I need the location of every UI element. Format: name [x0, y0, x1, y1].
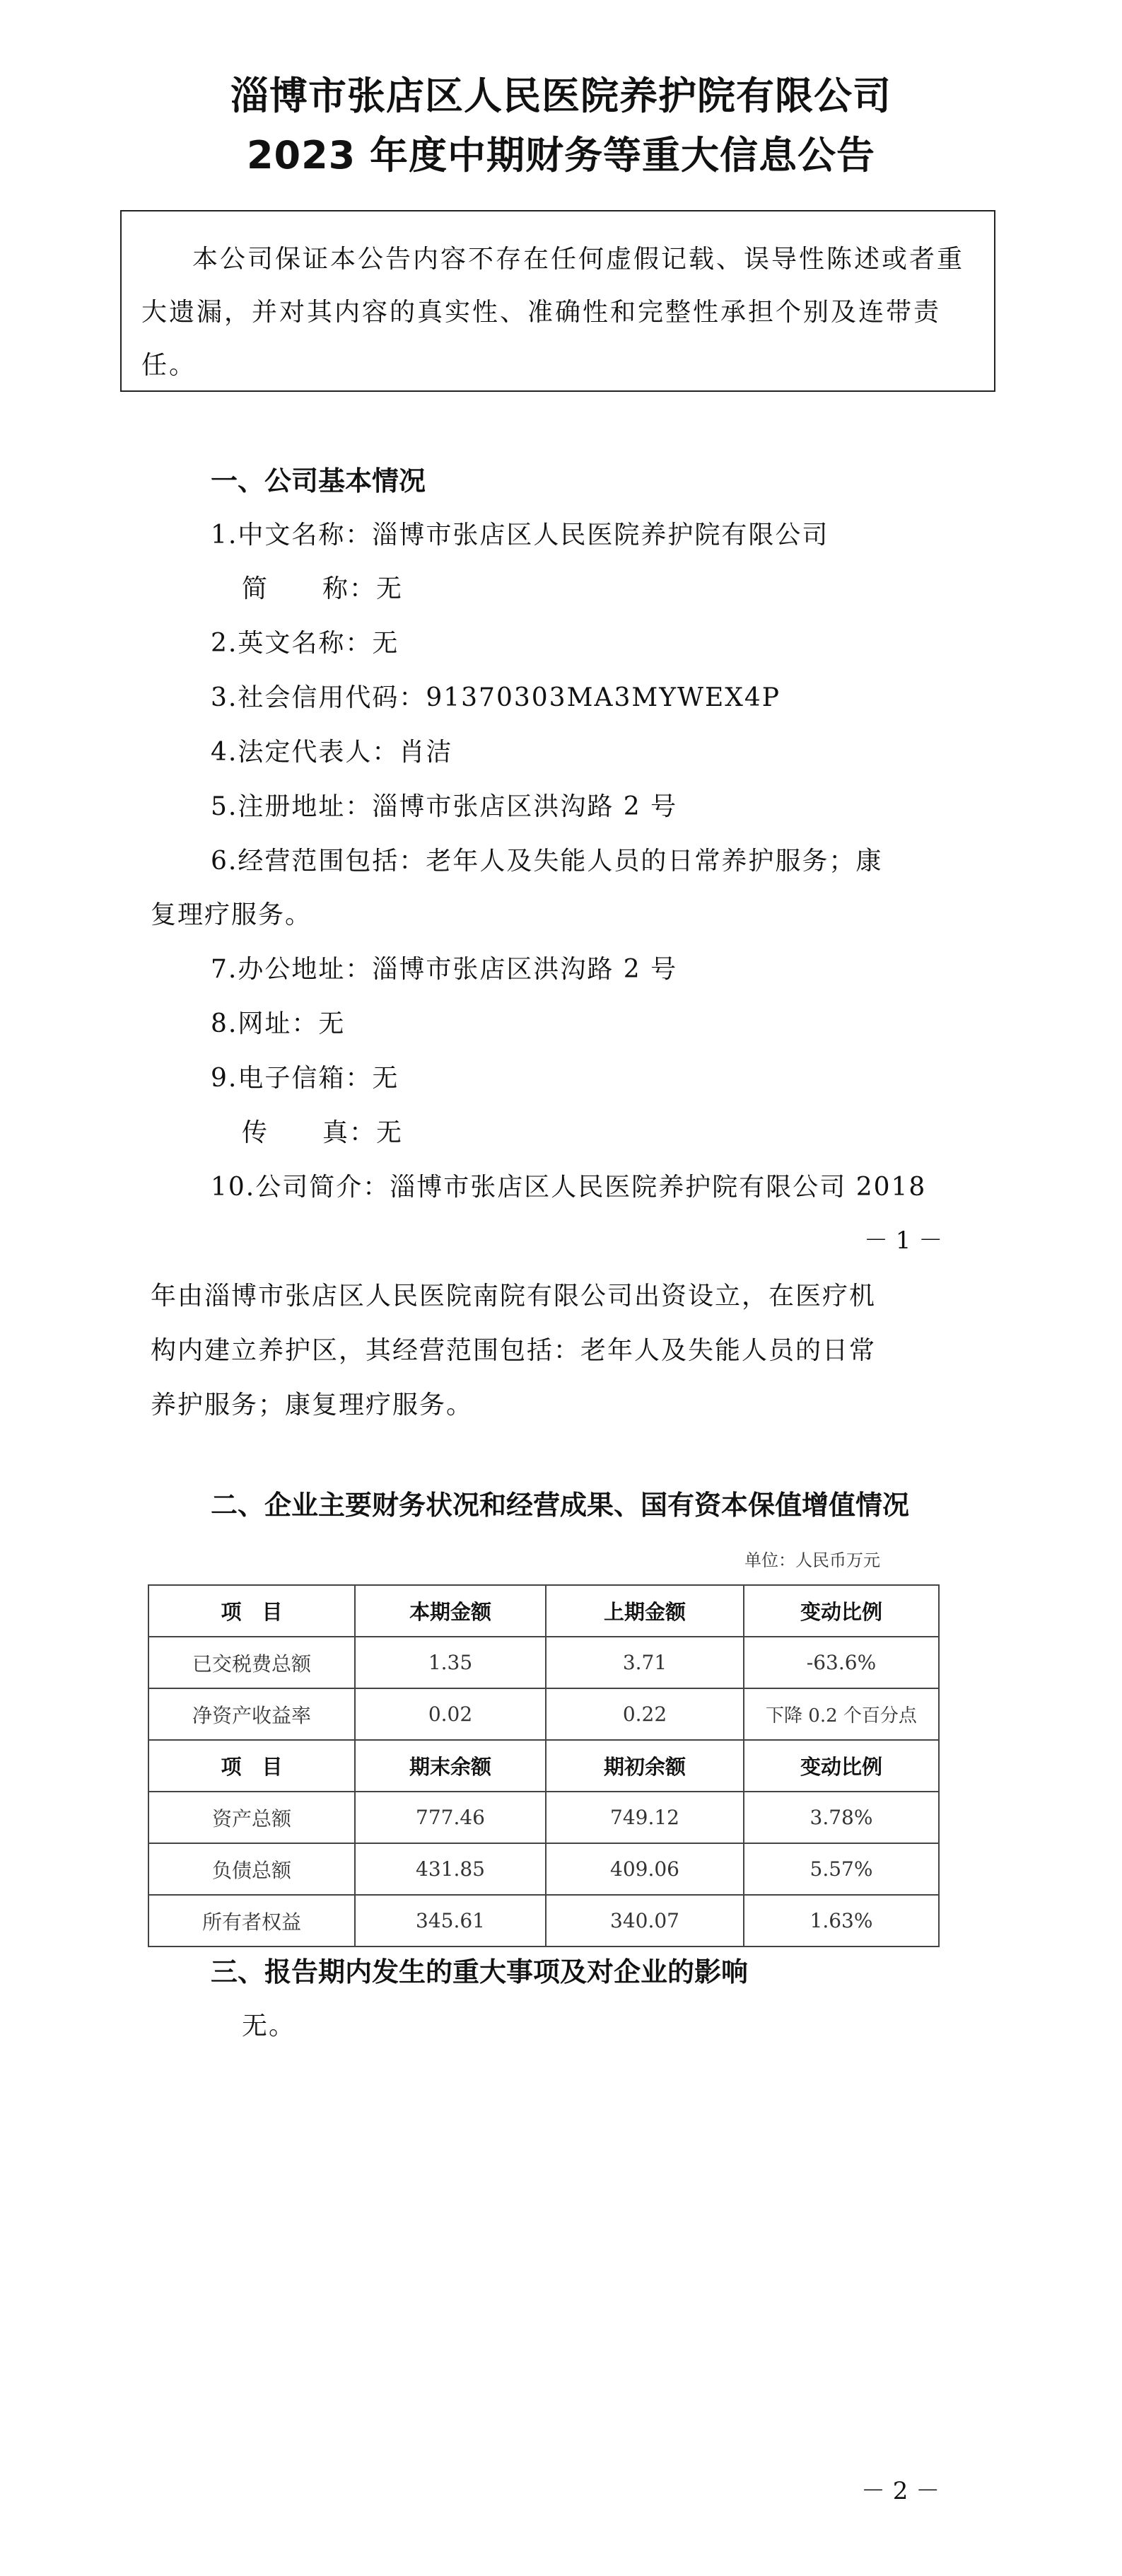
page-number-1: － 1 －: [864, 1226, 943, 1255]
table-row: [148, 1688, 939, 1740]
item-reg-address: 5.注册地址：淄博市张店区洪沟路 2 号: [211, 792, 678, 821]
table-cell: 3.78%: [744, 1792, 939, 1843]
item-profile: 10.公司简介：淄博市张店区人民医院养护院有限公司 2018: [211, 1173, 927, 1202]
item-profile-cont1: 年由淄博市张店区人民医院南院有限公司出资设立，在医疗机: [151, 1282, 877, 1311]
financial-table: [148, 1584, 940, 1947]
table-cell: 0.02: [355, 1688, 546, 1740]
item-office-address: 7.办公地址：淄博市张店区洪沟路 2 号: [211, 955, 678, 984]
table-cell: 749.12: [546, 1792, 744, 1843]
table-header-cell: 期初余额: [546, 1740, 744, 1792]
table-header-cell: 上期金额: [546, 1585, 744, 1637]
page-number-2: － 2 －: [861, 2477, 940, 2505]
section2-heading: 二、企业主要财务状况和经营成果、国有资本保值增值情况: [211, 1490, 910, 1521]
table-cell: 340.07: [546, 1895, 744, 1946]
table-header-cell: 变动比例: [744, 1740, 939, 1792]
table-cell: 5.57%: [744, 1843, 939, 1895]
item-email: 9.电子信箱：无: [211, 1064, 399, 1093]
table-cell: 资产总额: [148, 1792, 355, 1843]
table-cell: 1.35: [355, 1637, 546, 1688]
table-cell: 下降 0.2 个百分点: [744, 1688, 939, 1740]
table-cell: -63.6%: [744, 1637, 939, 1688]
table-cell: 345.61: [355, 1895, 546, 1946]
item-legal-rep: 4.法定代表人：肖洁: [211, 738, 453, 767]
document-title-line1: 淄博市张店区人民医院养护院有限公司: [230, 74, 892, 118]
table-cell: 已交税费总额: [148, 1637, 355, 1688]
section3-heading: 三、报告期内发生的重大事项及对企业的影响: [211, 1956, 749, 1988]
item-profile-cont3: 养护服务；康复理疗服务。: [151, 1391, 474, 1420]
item-business-scope: 6.经营范围包括：老年人及失能人员的日常养护服务；康: [211, 847, 883, 876]
item-fax: 传 真：无: [242, 1118, 404, 1147]
table-cell: 409.06: [546, 1843, 744, 1895]
table-cell: 净资产收益率: [148, 1688, 355, 1740]
table-header-row: [148, 1585, 939, 1637]
document-title-line2: 2023 年度中期财务等重大信息公告: [246, 133, 876, 178]
table-header-row: [148, 1740, 939, 1792]
table-row: [148, 1895, 939, 1946]
table-cell: 3.71: [546, 1637, 744, 1688]
item-short-name: 简 称：无: [242, 574, 404, 603]
item-chinese-name: 1.中文名称：淄博市张店区人民医院养护院有限公司: [211, 521, 829, 550]
table-header-cell: 本期金额: [355, 1585, 546, 1637]
item-english-name: 2.英文名称：无: [211, 629, 399, 658]
item-credit-code: 3.社会信用代码：91370303MA3MYWEX4P: [211, 683, 781, 712]
item-website: 8.网址：无: [211, 1009, 346, 1038]
section3-content: 无。: [242, 2012, 296, 2041]
table-header-cell: 变动比例: [744, 1585, 939, 1637]
item-business-scope-cont: 复理疗服务。: [151, 900, 312, 929]
item-profile-cont2: 构内建立养护区，其经营范围包括：老年人及失能人员的日常: [151, 1336, 877, 1365]
disclaimer-text: 本公司保证本公告内容不存在任何虚假记载、误导性陈述或者重大遗漏，并对其内容的真实性、准确性和完整性承担个别及连带责任。: [141, 245, 965, 380]
table-row: [148, 1792, 939, 1843]
table-row: [148, 1843, 939, 1895]
table-header-cell: 期末余额: [355, 1740, 546, 1792]
table-cell: 431.85: [355, 1843, 546, 1895]
table-cell: 负债总额: [148, 1843, 355, 1895]
section1-heading: 一、公司基本情况: [211, 465, 426, 497]
table-cell: 777.46: [355, 1792, 546, 1843]
table-header-cell: 项 目: [148, 1740, 355, 1792]
table-header-cell: 项 目: [148, 1585, 355, 1637]
table-cell: 所有者权益: [148, 1895, 355, 1946]
disclaimer-box: [120, 210, 995, 392]
table-cell: 0.22: [546, 1688, 744, 1740]
unit-label: 单位：人民币万元: [744, 1550, 880, 1570]
table-row: [148, 1637, 939, 1688]
table-cell: 1.63%: [744, 1895, 939, 1946]
